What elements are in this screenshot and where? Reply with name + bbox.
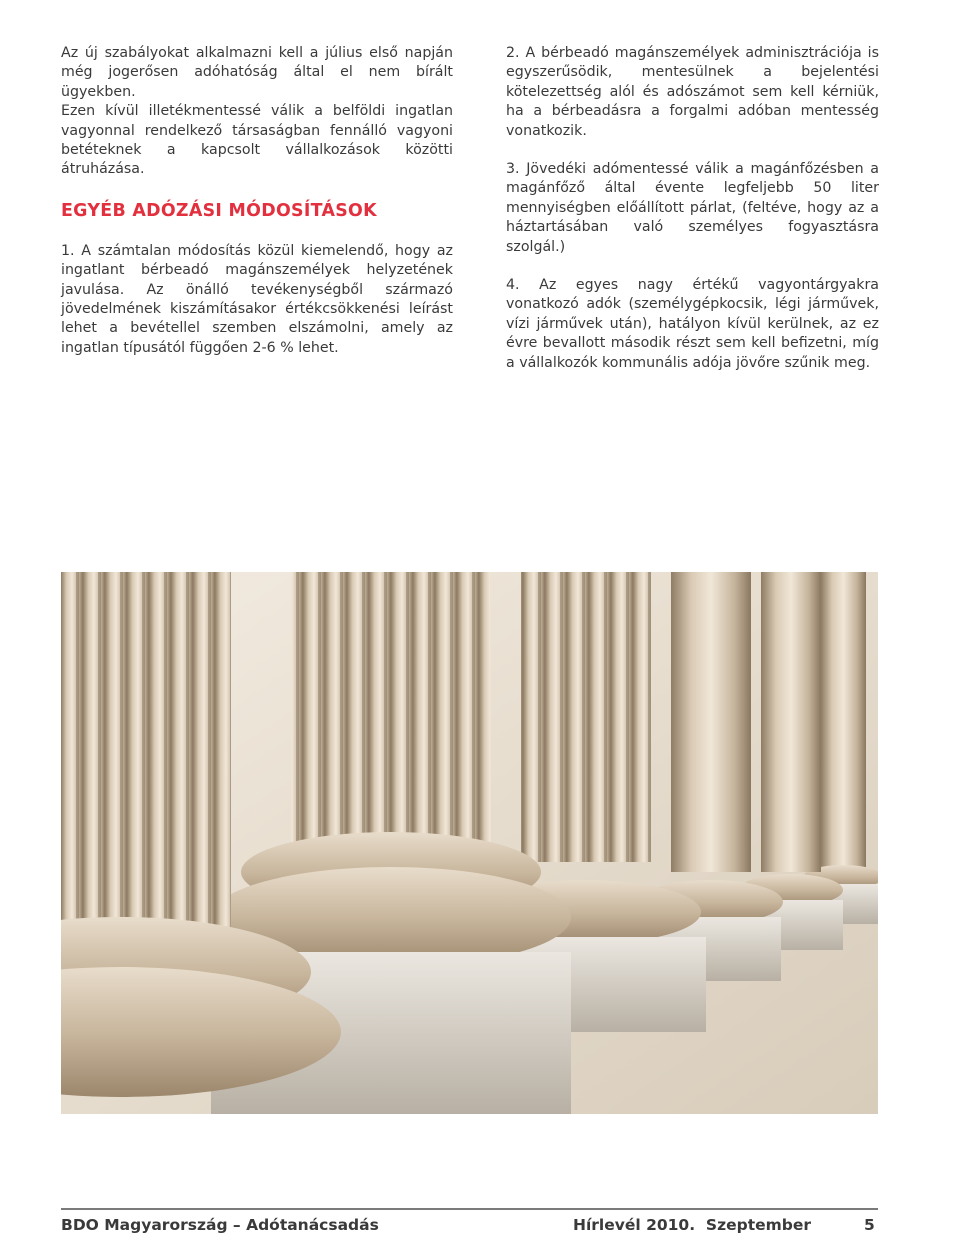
page-number: 5 <box>864 1216 875 1234</box>
footer-issue: Hírlevél 2010. Szeptember <box>573 1216 812 1234</box>
right-column <box>506 44 879 373</box>
paragraph-item-4: 4. Az egyes nagy értékű vagyontárgyakra vonatkozó adók (személygépkocsik, légi járművek, vízi járművek után), hatályon kívül kerülnek, az ez évre bevallott második részt sem kell befizetni, míg a vállalkozók kommunális adója jövőre szűnik meg. <box>506 277 879 371</box>
paragraph-rules-apply: Az új szabályokat alkalmazni kell a július első napján még jogerősen adóhatóság által el nem bírált ügyekben. <box>61 45 453 100</box>
paragraph-duty-exemption: Ezen kívül illetékmentessé válik a belföldi ingatlan vagyonnal rendelkező társaságban fennálló vagyoni betéteknek a kapcsolt vállalkozások közötti átruházása. <box>61 103 453 178</box>
columns-photo <box>61 572 878 1114</box>
classical-columns-image <box>61 572 878 1114</box>
paragraph-item-1: 1. A számtalan módosítás közül kiemelendő, hogy az ingatlant bérbeadó magánszemélyek helyzetének javulása. Az önálló tevékenységből származó jövedelmének kiszámításakor értékcsökkenési leírást lehet a bevétellel szemben elszámolni, amely az ingatlan típusától függően 2-6 % lehet. <box>61 242 453 356</box>
paragraph-item-3: 3. Jövedéki adómentessé válik a magánfőzésben a magánfőző által évente legfeljebb 50 liter mennyiségben előállított párlat, (feltéve, hogy az a háztartásában való személyes fogyasztásra szolgál.) <box>506 161 879 255</box>
footer-divider <box>61 1208 878 1210</box>
section-heading: EGYÉB ADÓZÁSI MÓDOSÍTÁSOK <box>61 200 377 221</box>
paragraph-item-2: 2. A bérbeadó magánszemélyek adminisztrációja is egyszerűsödik, mentesülnek a bejelentési kötelezettség alól és adószámot sem kell kérniük, ha a bérbeadásra a forgalmi adóban mentesség vonatkozik. <box>506 45 879 139</box>
footer-publisher: BDO Magyarország – Adótanácsadás <box>61 1216 379 1234</box>
left-column <box>61 44 453 358</box>
